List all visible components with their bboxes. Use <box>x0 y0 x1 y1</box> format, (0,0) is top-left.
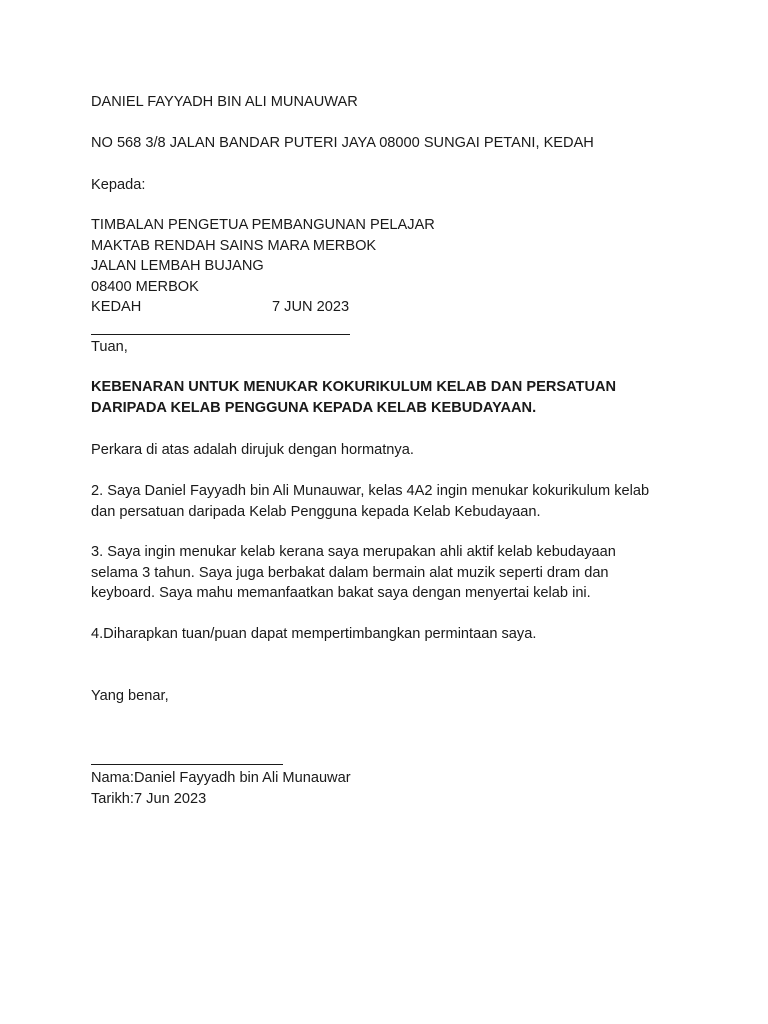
sender-address: NO 568 3/8 JALAN BANDAR PUTERI JAYA 08000 SUNGAI PETANI, KEDAH <box>91 135 594 151</box>
body-paragraph: selama 3 tahun. Saya juga berbakat dalam bermain alat muzik seperti dram dan <box>91 564 609 581</box>
subject-line: KEBENARAN UNTUK MENUKAR KOKURIKULUM KELAB DAN PERSATUAN <box>91 379 617 395</box>
kepada-label: Kepada: <box>91 177 146 193</box>
body-paragraph: keyboard. Saya mahu memanfaatkan bakat saya dengan menyertai kelab ini. <box>91 585 591 601</box>
letter-date: 7 JUN 2023 <box>272 299 350 315</box>
closing-yang-benar: Yang benar, <box>91 688 169 704</box>
recipient-line: JALAN LEMBAH BUJANG <box>91 258 264 274</box>
body-paragraph: 3. Saya ingin menukar kelab kerana saya merupakan ahli aktif kelab kebudayaan <box>91 544 616 560</box>
recipient-line: 08400 MERBOK <box>91 278 199 295</box>
body-paragraph: dan persatuan daripada Kelab Pengguna kepada Kelab Kebudayaan. <box>91 503 541 520</box>
signature-line <box>91 764 283 765</box>
recipient-line: KEDAH <box>91 299 142 315</box>
recipient-line: TIMBALAN PENGETUA PEMBANGUNAN PELAJAR <box>91 217 435 233</box>
subject-line: DARIPADA KELAB PENGGUNA KEPADA KELAB KEBUDAYAAN. <box>91 399 537 416</box>
closing-tarikh: Tarikh:7 Jun 2023 <box>91 791 207 807</box>
body-paragraph: 4.Diharapkan tuan/puan dapat mempertimbangkan permintaan saya. <box>91 626 537 642</box>
body-paragraph: Perkara di atas adalah dirujuk dengan hormatnya. <box>91 442 414 458</box>
address-divider <box>91 334 350 335</box>
sender-name: DANIEL FAYYADH BIN ALI MUNAUWAR <box>91 94 358 110</box>
recipient-line: MAKTAB RENDAH SAINS MARA MERBOK <box>91 237 377 254</box>
salutation: Tuan, <box>91 339 128 355</box>
closing-nama: Nama:Daniel Fayyadh bin Ali Munauwar <box>91 770 351 786</box>
body-paragraph: 2. Saya Daniel Fayyadh bin Ali Munauwar, kelas 4A2 ingin menukar kokurikulum kelab <box>91 483 650 499</box>
